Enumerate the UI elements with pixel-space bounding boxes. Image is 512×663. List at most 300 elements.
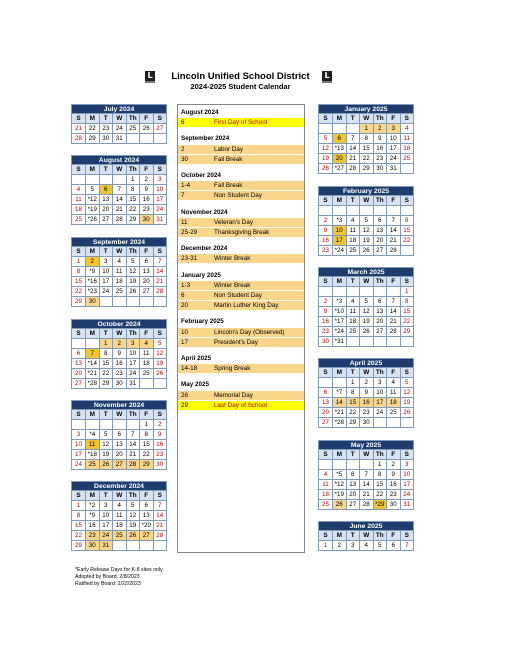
calendar-day: *12 xyxy=(86,195,100,205)
event-date: 11 xyxy=(181,218,188,226)
event-date: 7 xyxy=(181,192,185,200)
calendar-day: 8 xyxy=(373,470,387,480)
calendar-day: 6 xyxy=(140,501,154,511)
calendar-day: 13 xyxy=(140,267,154,277)
calendar-day: 14 xyxy=(333,398,347,408)
calendar-day: 16 xyxy=(319,236,333,246)
calendar-day xyxy=(373,206,387,216)
calendar-day: 23 xyxy=(113,369,127,379)
calendar-day: *12 xyxy=(333,480,347,490)
calendar-day: 24 xyxy=(113,124,127,134)
calendar-day: 1 xyxy=(99,339,113,349)
calendar-day xyxy=(140,379,154,389)
event-month-label: November 2024 xyxy=(181,208,228,216)
weekday-header: W xyxy=(360,368,374,378)
calendar-day: 13 xyxy=(140,511,154,521)
weekday-header: W xyxy=(360,114,374,124)
calendar-day: 4 xyxy=(113,501,127,511)
event-month-label: September 2024 xyxy=(181,135,230,143)
calendar-day: 18 xyxy=(319,490,333,500)
calendar-day xyxy=(360,206,374,216)
calendar-day: 3 xyxy=(72,430,86,440)
weekday-header: Th xyxy=(373,277,387,287)
weekday-header: Th xyxy=(126,165,140,175)
calendar-day: 27 xyxy=(373,327,387,337)
calendar-day: 5 xyxy=(99,430,113,440)
calendar-day xyxy=(99,297,113,307)
calendar-day: 16 xyxy=(153,440,167,450)
weekday-header: F xyxy=(387,450,401,460)
event-date: 29 xyxy=(181,401,189,409)
calendar-day: 22 xyxy=(72,287,86,297)
calendar-day: 15 xyxy=(400,307,414,317)
calendar-day: *18 xyxy=(86,450,100,460)
calendar-day xyxy=(319,460,333,470)
calendar-day: 6 xyxy=(346,470,360,480)
event-row xyxy=(178,291,304,300)
calendar-day: 25 xyxy=(126,124,140,134)
calendar-day: 28 xyxy=(346,164,360,174)
calendar-day xyxy=(99,175,113,185)
footer-note: *Early Release Days for K-8 sites only xyxy=(75,567,163,573)
calendar-day xyxy=(140,134,154,144)
calendar-day: 17 xyxy=(333,236,347,246)
weekday-header: S xyxy=(153,491,167,501)
calendar-day: 16 xyxy=(319,317,333,327)
calendar-day: *3 xyxy=(333,297,347,307)
district-logo-right: L xyxy=(322,71,332,83)
calendar-day: *17 xyxy=(333,317,347,327)
event-name: Winter Break xyxy=(214,255,251,263)
calendar-day: 1 xyxy=(346,378,360,388)
calendar-day: 9 xyxy=(140,185,154,195)
calendar-day: 3 xyxy=(387,124,401,134)
calendar-month-title: April 2025 xyxy=(319,359,414,368)
calendar-day: 12 xyxy=(319,144,333,154)
calendar-month-title: February 2025 xyxy=(319,187,414,196)
calendar-day: 7 xyxy=(400,541,414,551)
event-month-label: January 2025 xyxy=(181,271,221,279)
calendar-day: 3 xyxy=(126,339,140,349)
weekday-header: S xyxy=(153,165,167,175)
weekday-header: S xyxy=(319,368,333,378)
calendar-day: 14 xyxy=(153,511,167,521)
calendar-day: 17 xyxy=(387,144,401,154)
calendar-day: 23 xyxy=(360,408,374,418)
calendar-day: 8 xyxy=(99,349,113,359)
event-date: 17 xyxy=(181,338,189,346)
calendar-day: 14 xyxy=(153,267,167,277)
calendar-day: 29 xyxy=(360,164,374,174)
calendar-day xyxy=(319,206,333,216)
calendar-day xyxy=(153,297,167,307)
calendar-day: 19 xyxy=(360,317,374,327)
calendar-day: 19 xyxy=(319,154,333,164)
calendar-day: *29 xyxy=(373,500,387,510)
calendar-day: 30 xyxy=(387,500,401,510)
calendar-day: 8 xyxy=(346,388,360,398)
weekday-header: W xyxy=(113,491,127,501)
calendar-day: 19 xyxy=(99,450,113,460)
calendar-day: 28 xyxy=(72,134,86,144)
calendar-day xyxy=(360,287,374,297)
calendar-day: 15 xyxy=(99,359,113,369)
calendar-day: 31 xyxy=(126,379,140,389)
event-date: 25-29 xyxy=(181,229,198,236)
calendar-day: 25 xyxy=(346,327,360,337)
calendar-day: 30 xyxy=(86,297,100,307)
weekday-header: M xyxy=(333,368,347,378)
calendar-day: 12 xyxy=(126,267,140,277)
event-row xyxy=(178,118,304,127)
calendar-day: 4 xyxy=(346,297,360,307)
calendar-day xyxy=(333,124,347,134)
calendar-day: 20 xyxy=(346,490,360,500)
calendar-day: 4 xyxy=(387,378,401,388)
event-row xyxy=(178,338,304,347)
weekday-header: T xyxy=(99,247,113,257)
calendar-day: 14 xyxy=(360,480,374,490)
calendar-day: *21 xyxy=(333,408,347,418)
events-month-heading xyxy=(178,354,304,363)
weekday-header: F xyxy=(387,114,401,124)
calendar-day: 8 xyxy=(400,297,414,307)
calendar-day: *7 xyxy=(333,388,347,398)
calendar-day: 9 xyxy=(360,388,374,398)
weekday-header: M xyxy=(333,277,347,287)
event-row xyxy=(178,254,304,263)
calendar-day: 14 xyxy=(346,144,360,154)
calendar-day: 4 xyxy=(113,257,127,267)
calendar-day xyxy=(400,246,414,256)
weekday-header: S xyxy=(72,410,86,420)
weekday-header: S xyxy=(72,491,86,501)
event-date: 6 xyxy=(181,292,185,299)
calendar-day: 24 xyxy=(99,531,113,541)
calendar-day: 5 xyxy=(126,501,140,511)
weekday-header: F xyxy=(140,165,154,175)
calendar-day: 20 xyxy=(373,236,387,246)
calendar-day xyxy=(72,420,86,430)
weekday-header: W xyxy=(360,277,374,287)
calendar-day: 20 xyxy=(333,154,347,164)
calendar-day: 15 xyxy=(360,144,374,154)
calendar-day: 11 xyxy=(113,511,127,521)
calendar-day: 6 xyxy=(113,430,127,440)
calendar-month-title: January 2025 xyxy=(319,105,414,114)
calendar-day: 10 xyxy=(400,470,414,480)
calendar-day: 8 xyxy=(140,430,154,440)
weekday-header: S xyxy=(400,531,414,541)
calendar-day xyxy=(126,420,140,430)
event-name: Fall Break xyxy=(214,155,243,163)
calendar-day xyxy=(140,541,154,551)
calendar-day: 17 xyxy=(373,398,387,408)
event-row xyxy=(178,181,304,190)
calendar-day: 27 xyxy=(373,246,387,256)
calendar-day: 27 xyxy=(319,418,333,428)
calendar-day: 12 xyxy=(360,226,374,236)
calendar-day: 28 xyxy=(387,327,401,337)
calendar-day: 1 xyxy=(140,420,154,430)
weekday-header: Th xyxy=(373,450,387,460)
weekday-header: M xyxy=(333,114,347,124)
calendar-day xyxy=(346,287,360,297)
calendar-day: 27 xyxy=(140,287,154,297)
event-row xyxy=(178,301,304,310)
weekday-header: S xyxy=(153,329,167,339)
calendar-day xyxy=(373,337,387,347)
calendar-day: 31 xyxy=(387,164,401,174)
weekday-header: F xyxy=(387,196,401,206)
weekday-header: M xyxy=(333,196,347,206)
calendar-month-title: June 2025 xyxy=(319,522,414,531)
calendar-day: 17 xyxy=(72,450,86,460)
calendar-day: 22 xyxy=(360,154,374,164)
event-name: President's Day xyxy=(214,338,258,346)
calendar-day: 21 xyxy=(346,154,360,164)
calendar-february-2025 xyxy=(318,186,414,256)
calendar-day: 9 xyxy=(113,349,127,359)
weekday-header: S xyxy=(319,196,333,206)
calendar-day: 28 xyxy=(113,215,127,225)
event-row xyxy=(178,218,304,227)
calendar-day: 30 xyxy=(153,460,167,470)
weekday-header: W xyxy=(113,329,127,339)
calendar-day: 26 xyxy=(333,500,347,510)
calendar-day: 1 xyxy=(72,501,86,511)
calendar-day: 29 xyxy=(99,379,113,389)
calendar-day: 6 xyxy=(72,349,86,359)
events-month-heading xyxy=(178,134,304,143)
calendar-day xyxy=(126,134,140,144)
calendar-day xyxy=(86,420,100,430)
calendar-day: *31 xyxy=(333,337,347,347)
calendar-day: 4 xyxy=(360,541,374,551)
calendar-day: 26 xyxy=(126,287,140,297)
weekday-header: Th xyxy=(126,114,140,124)
event-row xyxy=(178,391,304,400)
event-name: Thanksgiving Break xyxy=(214,229,270,236)
calendar-day: 1 xyxy=(72,257,86,267)
calendar-day: 20 xyxy=(373,317,387,327)
calendar-july-2024 xyxy=(71,104,167,144)
calendar-june-2025 xyxy=(318,521,414,551)
event-name: Winter Break xyxy=(214,281,251,289)
weekday-header: S xyxy=(153,114,167,124)
calendar-day: 11 xyxy=(346,307,360,317)
calendar-day: 21 xyxy=(387,317,401,327)
calendar-day: 14 xyxy=(387,226,401,236)
calendar-day: 14 xyxy=(113,195,127,205)
calendar-day: 30 xyxy=(373,164,387,174)
calendar-day xyxy=(153,379,167,389)
calendar-day: 24 xyxy=(387,154,401,164)
calendar-day: 7 xyxy=(153,501,167,511)
weekday-header: T xyxy=(346,196,360,206)
event-date: 2 xyxy=(181,145,185,153)
weekday-header: W xyxy=(113,165,127,175)
event-month-label: October 2024 xyxy=(181,172,221,179)
weekday-header: S xyxy=(153,410,167,420)
calendar-day: 7 xyxy=(153,257,167,267)
calendar-day: 7 xyxy=(360,470,374,480)
weekday-header: S xyxy=(72,165,86,175)
calendar-day: 2 xyxy=(319,216,333,226)
calendar-day: 13 xyxy=(373,226,387,236)
event-name: Last Day of School xyxy=(214,401,267,409)
weekday-header: M xyxy=(86,329,100,339)
calendar-march-2025 xyxy=(318,267,414,347)
event-row xyxy=(178,145,304,154)
calendar-day: 28 xyxy=(153,287,167,297)
page-subtitle: 2024-2025 Student Calendar xyxy=(190,82,291,91)
calendar-day: 2 xyxy=(360,378,374,388)
calendar-day: *24 xyxy=(333,246,347,256)
weekday-header: M xyxy=(86,410,100,420)
calendar-day: 3 xyxy=(153,175,167,185)
weekday-header: W xyxy=(360,196,374,206)
calendar-day: 5 xyxy=(319,134,333,144)
calendar-day xyxy=(346,124,360,134)
calendar-day: 25 xyxy=(113,531,127,541)
weekday-header: F xyxy=(140,114,154,124)
events-month-heading xyxy=(178,380,304,389)
calendar-day: 7 xyxy=(387,297,401,307)
calendar-day: 31 xyxy=(400,500,414,510)
calendar-day: 9 xyxy=(387,470,401,480)
calendar-day: 11 xyxy=(346,226,360,236)
event-row xyxy=(178,155,304,164)
weekday-header: S xyxy=(72,247,86,257)
calendar-day xyxy=(153,541,167,551)
calendar-day xyxy=(319,378,333,388)
calendar-day: 7 xyxy=(113,185,127,195)
calendar-day: 17 xyxy=(126,359,140,369)
calendar-day: 24 xyxy=(373,408,387,418)
calendar-day: 24 xyxy=(99,287,113,297)
calendar-day: 18 xyxy=(113,521,127,531)
event-date: 1-3 xyxy=(181,281,191,289)
calendar-day: 4 xyxy=(319,470,333,480)
calendar-day: 21 xyxy=(72,124,86,134)
events-month-heading xyxy=(178,271,304,280)
calendar-day: 9 xyxy=(373,134,387,144)
calendar-day: 4 xyxy=(140,339,154,349)
calendar-day: 13 xyxy=(373,307,387,317)
calendar-day: 24 xyxy=(153,205,167,215)
calendar-day: 20 xyxy=(113,450,127,460)
calendar-day: *3 xyxy=(333,216,347,226)
event-date: 23-31 xyxy=(181,255,198,263)
calendar-day: 2 xyxy=(333,541,347,551)
calendar-day: 29 xyxy=(400,327,414,337)
weekday-header: S xyxy=(400,368,414,378)
calendar-day: 16 xyxy=(387,480,401,490)
calendar-day: 8 xyxy=(400,216,414,226)
calendar-day xyxy=(387,287,401,297)
calendar-day: 5 xyxy=(373,541,387,551)
calendar-day: 15 xyxy=(72,521,86,531)
weekday-header: S xyxy=(153,247,167,257)
calendar-month-title: October 2024 xyxy=(72,320,167,329)
calendar-day: *28 xyxy=(333,418,347,428)
calendar-day: 9 xyxy=(153,430,167,440)
event-row xyxy=(178,281,304,290)
calendar-day: 28 xyxy=(126,460,140,470)
weekday-header: S xyxy=(319,114,333,124)
calendar-september-2024 xyxy=(71,237,167,307)
calendar-day: 15 xyxy=(346,398,360,408)
calendar-day: 22 xyxy=(86,124,100,134)
event-date: 26 xyxy=(181,391,189,399)
calendar-day: 21 xyxy=(387,236,401,246)
calendar-day: 28 xyxy=(153,531,167,541)
calendar-day xyxy=(126,541,140,551)
calendar-day: 27 xyxy=(140,531,154,541)
weekday-header: T xyxy=(99,410,113,420)
calendar-day xyxy=(72,175,86,185)
calendar-day: 26 xyxy=(400,408,414,418)
calendar-day: 23 xyxy=(373,154,387,164)
calendar-day: 17 xyxy=(400,480,414,490)
weekday-header: S xyxy=(319,531,333,541)
weekday-header: S xyxy=(400,114,414,124)
calendar-day: *27 xyxy=(333,164,347,174)
calendar-day: 13 xyxy=(99,195,113,205)
calendar-day: 3 xyxy=(373,378,387,388)
calendar-day: 10 xyxy=(153,185,167,195)
calendar-day: *5 xyxy=(333,470,347,480)
calendar-day: 22 xyxy=(400,236,414,246)
calendar-day: 24 xyxy=(72,460,86,470)
calendar-day: 23 xyxy=(86,531,100,541)
weekday-header: M xyxy=(86,165,100,175)
calendar-month-title: December 2024 xyxy=(72,482,167,491)
calendar-day: 2 xyxy=(86,257,100,267)
event-name: Memorial Day xyxy=(214,391,253,399)
calendar-day xyxy=(400,164,414,174)
calendar-day xyxy=(113,541,127,551)
calendar-day: 25 xyxy=(113,287,127,297)
calendar-day: 17 xyxy=(153,195,167,205)
calendar-day: 15 xyxy=(140,440,154,450)
calendar-day: 10 xyxy=(99,511,113,521)
weekday-header: S xyxy=(400,196,414,206)
calendar-day: 20 xyxy=(140,277,154,287)
calendar-day: 22 xyxy=(373,490,387,500)
event-date: 10 xyxy=(181,328,189,336)
calendar-day: 18 xyxy=(346,236,360,246)
calendar-day: 1 xyxy=(319,541,333,551)
calendar-day: 13 xyxy=(72,359,86,369)
calendar-day: *4 xyxy=(86,430,100,440)
calendar-day: 23 xyxy=(153,450,167,460)
weekday-header: S xyxy=(400,277,414,287)
calendar-day: 10 xyxy=(333,226,347,236)
calendar-day: 5 xyxy=(400,378,414,388)
calendar-day: 22 xyxy=(99,369,113,379)
calendar-day: 6 xyxy=(319,388,333,398)
calendar-day: 12 xyxy=(360,307,374,317)
calendar-day: 3 xyxy=(99,257,113,267)
calendar-day: 14 xyxy=(126,440,140,450)
calendar-day: 9 xyxy=(319,226,333,236)
calendar-april-2025 xyxy=(318,358,414,428)
weekday-header: F xyxy=(140,491,154,501)
calendar-day: 23 xyxy=(319,246,333,256)
calendar-may-2025 xyxy=(318,440,414,510)
